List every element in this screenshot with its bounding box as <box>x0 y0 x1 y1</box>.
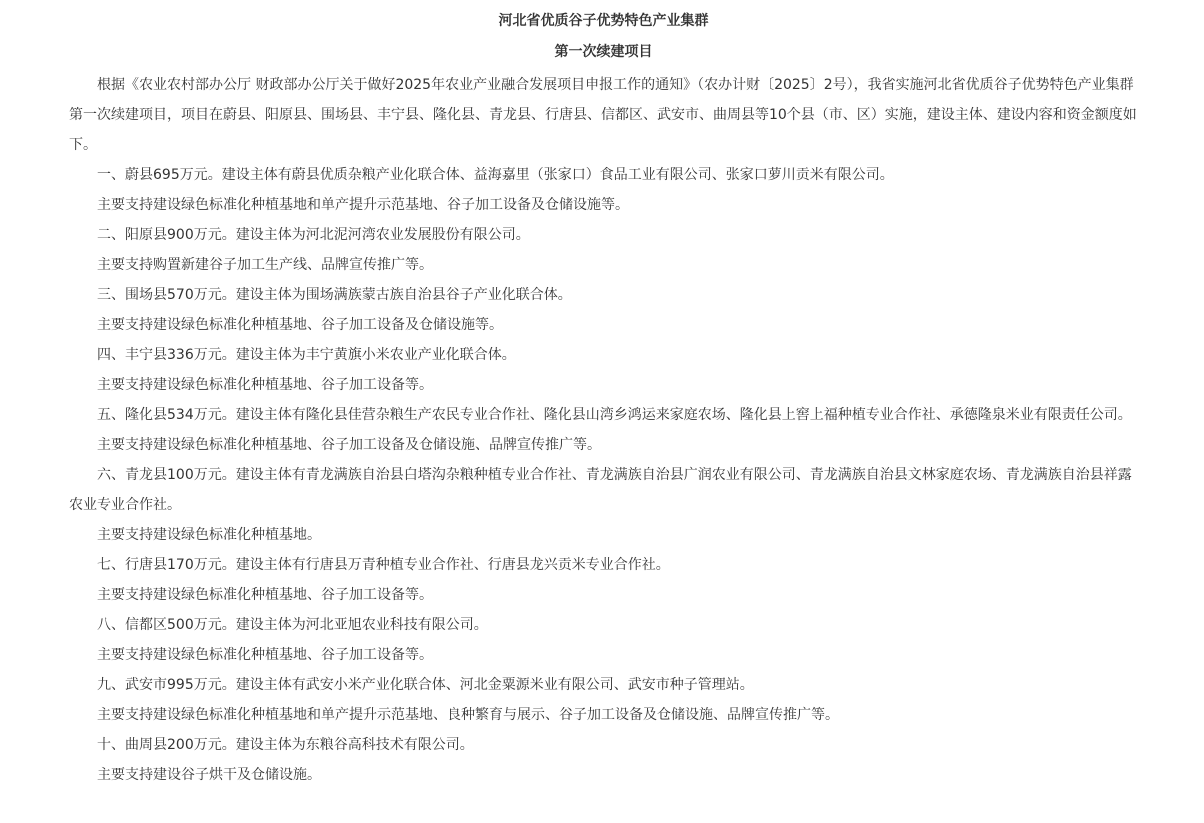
item-7-entity: 七、行唐县170万元。建设主体有行唐县万青种植专业合作社、行唐县龙兴贡米专业合作社。 <box>97 557 670 573</box>
item-10-entity: 十、曲周县200万元。建设主体为东粮谷高科技术有限公司。 <box>97 737 474 753</box>
intro-paragraph: 根据《农业农村部办公厅 财政部办公厅关于做好2025年农业产业融合发展项目申报工作的通知》（农办计财〔2025〕2号），我省实施河北省优质谷子优势特色产业集群第一次续建项目，项目在蔚县、阳原县、围场县、丰宁县、隆化县、青龙县、行唐县、信都区、武安市、曲周县等10个县（市、区）实施，建设主体、建设内容和资金额度如下。 <box>69 77 1137 153</box>
document-title: 河北省优质谷子优势特色产业集群 <box>498 13 709 29</box>
item-7-support: 主要支持建设绿色标准化种植基地、谷子加工设备等。 <box>97 587 433 603</box>
item-4-entity: 四、丰宁县336万元。建设主体为丰宁黄旗小米农业产业化联合体。 <box>97 347 516 363</box>
item-1-entity: 一、蔚县695万元。建设主体有蔚县优质杂粮产业化联合体、益海嘉里（张家口）食品工业有限公司、张家口萝川贡米有限公司。 <box>97 167 894 183</box>
item-6-support: 主要支持建设绿色标准化种植基地。 <box>97 527 321 543</box>
item-2-support: 主要支持购置新建谷子加工生产线、品牌宣传推广等。 <box>97 257 433 273</box>
item-10-support: 主要支持建设谷子烘干及仓储设施。 <box>97 767 321 783</box>
item-4-support: 主要支持建设绿色标准化种植基地、谷子加工设备等。 <box>97 377 433 393</box>
item-1-support: 主要支持建设绿色标准化种植基地和单产提升示范基地、谷子加工设备及仓储设施等。 <box>97 197 629 213</box>
item-5-entity: 五、隆化县534万元。建设主体有隆化县佳营杂粮生产农民专业合作社、隆化县山湾乡鸿运来家庭农场、隆化县上窖上福种植专业合作社、承德隆泉米业有限责任公司。 <box>97 407 1132 423</box>
document-subtitle: 第一次续建项目 <box>554 44 653 60</box>
item-5-support: 主要支持建设绿色标准化种植基地、谷子加工设备及仓储设施、品牌宣传推广等。 <box>97 437 601 453</box>
item-8-support: 主要支持建设绿色标准化种植基地、谷子加工设备等。 <box>97 647 433 663</box>
item-9-entity: 九、武安市995万元。建设主体有武安小米产业化联合体、河北金粟源米业有限公司、武安市种子管理站。 <box>97 677 754 693</box>
item-3-support: 主要支持建设绿色标准化种植基地、谷子加工设备及仓储设施等。 <box>97 317 503 333</box>
item-2-entity: 二、阳原县900万元。建设主体为河北泥河湾农业发展股份有限公司。 <box>97 227 530 243</box>
item-3-entity: 三、围场县570万元。建设主体为围场满族蒙古族自治县谷子产业化联合体。 <box>97 287 572 303</box>
item-8-entity: 八、信都区500万元。建设主体为河北亚旭农业科技有限公司。 <box>97 617 488 633</box>
item-9-support: 主要支持建设绿色标准化种植基地和单产提升示范基地、良种繁育与展示、谷子加工设备及仓储设施、品牌宣传推广等。 <box>97 707 839 723</box>
item-6-entity: 六、青龙县100万元。建设主体有青龙满族自治县白塔沟杂粮种植专业合作社、青龙满族自治县广润农业有限公司、青龙满族自治县文林家庭农场、青龙满族自治县祥露农业专业合作社。 <box>69 467 1132 513</box>
